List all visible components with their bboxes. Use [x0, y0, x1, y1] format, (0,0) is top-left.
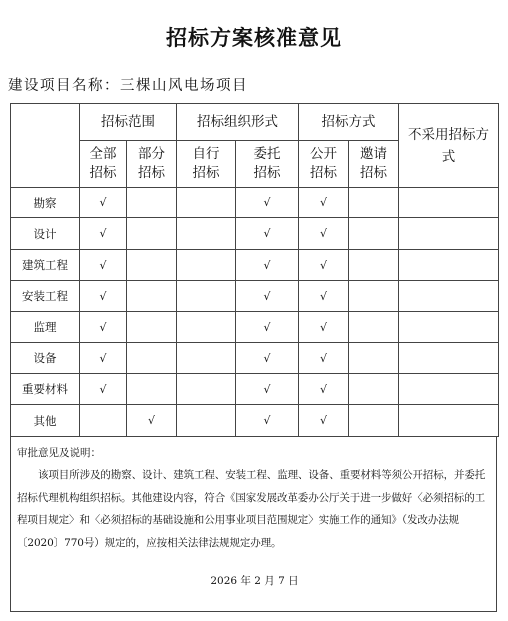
project-label: 建设项目名称：: [8, 78, 120, 94]
empty-cell: [127, 343, 177, 374]
row-label: 安装工程: [11, 281, 80, 312]
subheader-partial: [127, 141, 177, 188]
row-label: 建筑工程: [11, 250, 80, 281]
project-name: 三棵山风电场项目: [120, 78, 248, 94]
empty-cell: [399, 218, 499, 250]
check-mark-cell: √: [127, 405, 177, 437]
subheader-full-line1: 全部: [89, 146, 117, 162]
subheader-self-line2: 招标: [192, 165, 220, 181]
empty-cell: [177, 281, 236, 312]
table-body: [11, 188, 499, 437]
subheader-entrusted-line2: 招标: [253, 165, 281, 181]
header-method: 招标方式: [299, 104, 399, 141]
check-mark-cell: √: [80, 188, 127, 218]
document-title: 招标方案核准意见: [166, 26, 342, 50]
empty-cell: [177, 312, 236, 343]
empty-cell: [349, 218, 399, 250]
row-label: 重要材料: [11, 374, 80, 405]
empty-cell: [127, 281, 177, 312]
table-row: [11, 281, 499, 312]
subheader-full: [80, 141, 127, 188]
subheader-partial-line2: 招标: [138, 165, 165, 181]
row-label: 设计: [11, 218, 80, 250]
check-mark-cell: √: [236, 405, 299, 437]
empty-cell: [127, 188, 177, 218]
table-row: [11, 188, 499, 218]
empty-cell: [177, 250, 236, 281]
row-label: 设备: [11, 343, 80, 374]
check-mark-cell: √: [299, 281, 349, 312]
empty-cell: [177, 343, 236, 374]
check-mark-cell: √: [299, 188, 349, 218]
empty-cell: [349, 188, 399, 218]
subheader-open-line2: 招标: [310, 165, 337, 181]
empty-cell: [177, 218, 236, 250]
subheader-entrusted: [236, 141, 299, 188]
check-mark-cell: √: [80, 343, 127, 374]
empty-cell: [349, 250, 399, 281]
empty-cell: [177, 374, 236, 405]
empty-cell: [349, 312, 399, 343]
subheader-open-line1: 公开: [310, 146, 337, 162]
empty-cell: [177, 188, 236, 218]
empty-cell: [80, 405, 127, 437]
subheader-invited-line1: 邀请: [360, 146, 387, 162]
check-mark-cell: √: [299, 374, 349, 405]
subheader-partial-line1: 部分: [138, 146, 165, 162]
empty-cell: [349, 374, 399, 405]
check-mark-cell: √: [236, 343, 299, 374]
table-row: [11, 218, 499, 250]
empty-cell: [177, 405, 236, 437]
row-label: 其他: [11, 405, 80, 437]
subheader-open: [299, 141, 349, 188]
table-row: [11, 343, 499, 374]
project-name-line: [8, 74, 248, 95]
empty-cell: [127, 218, 177, 250]
empty-cell: [349, 281, 399, 312]
empty-cell: [127, 250, 177, 281]
empty-cell: [399, 374, 499, 405]
header-no-tender-text: 不采用招标方式: [408, 126, 489, 165]
check-mark-cell: √: [236, 218, 299, 250]
check-mark-cell: √: [80, 281, 127, 312]
check-mark-cell: √: [80, 312, 127, 343]
check-mark-cell: √: [236, 250, 299, 281]
header-no-tender: [399, 104, 499, 188]
opinion-label: 审批意见及说明：: [17, 447, 101, 459]
subheader-entrusted-line1: 委托: [253, 146, 281, 162]
subheader-full-line2: 招标: [89, 165, 117, 181]
empty-cell: [399, 281, 499, 312]
subheader-invited-line2: 招标: [360, 165, 387, 181]
empty-cell: [127, 374, 177, 405]
check-mark-cell: √: [299, 343, 349, 374]
check-mark-cell: √: [236, 312, 299, 343]
subheader-self-line1: 自行: [192, 146, 220, 162]
row-label: 勘察: [11, 188, 80, 218]
check-mark-cell: √: [236, 188, 299, 218]
empty-cell: [127, 312, 177, 343]
header-scope: 招标范围: [80, 104, 177, 141]
check-mark-cell: √: [236, 374, 299, 405]
opinion-box: [10, 436, 497, 612]
header-organization: 招标组织形式: [177, 104, 299, 141]
table-row: [11, 374, 499, 405]
empty-cell: [399, 312, 499, 343]
table-row: [11, 312, 499, 343]
check-mark-cell: √: [80, 250, 127, 281]
check-mark-cell: √: [299, 218, 349, 250]
empty-cell: [399, 250, 499, 281]
check-mark-cell: √: [299, 250, 349, 281]
row-label: 监理: [11, 312, 80, 343]
opinion-date: 2026 年 2 月 7 日: [210, 575, 299, 587]
empty-cell: [349, 405, 399, 437]
check-mark-cell: √: [299, 312, 349, 343]
check-mark-cell: √: [236, 281, 299, 312]
check-mark-cell: √: [299, 405, 349, 437]
check-mark-cell: √: [80, 218, 127, 250]
subheader-invited: [349, 141, 399, 188]
empty-cell: [399, 405, 499, 437]
check-mark-cell: √: [80, 374, 127, 405]
empty-cell: [399, 188, 499, 218]
subheader-self: [177, 141, 236, 188]
opinion-body: 该项目所涉及的勘察、设计、建筑工程、安装工程、监理、设备、重要材料等须公开招标，并委托招标代理机构组织招标。其他建设内容，符合《国家发展改革委办公厅关于进一步做好〈必须招标的工程项目规定〉和〈必须招标的基础设施和公用事业项目范围规定〉实施工作的通知》（发改办法规〔2020〕770号）规定的，应按相关法律法规规定办理。: [17, 469, 486, 549]
table-row: [11, 250, 499, 281]
corner-cell: [11, 104, 80, 188]
empty-cell: [349, 343, 399, 374]
table-row: [11, 405, 499, 437]
empty-cell: [399, 343, 499, 374]
approval-table: [10, 103, 499, 437]
